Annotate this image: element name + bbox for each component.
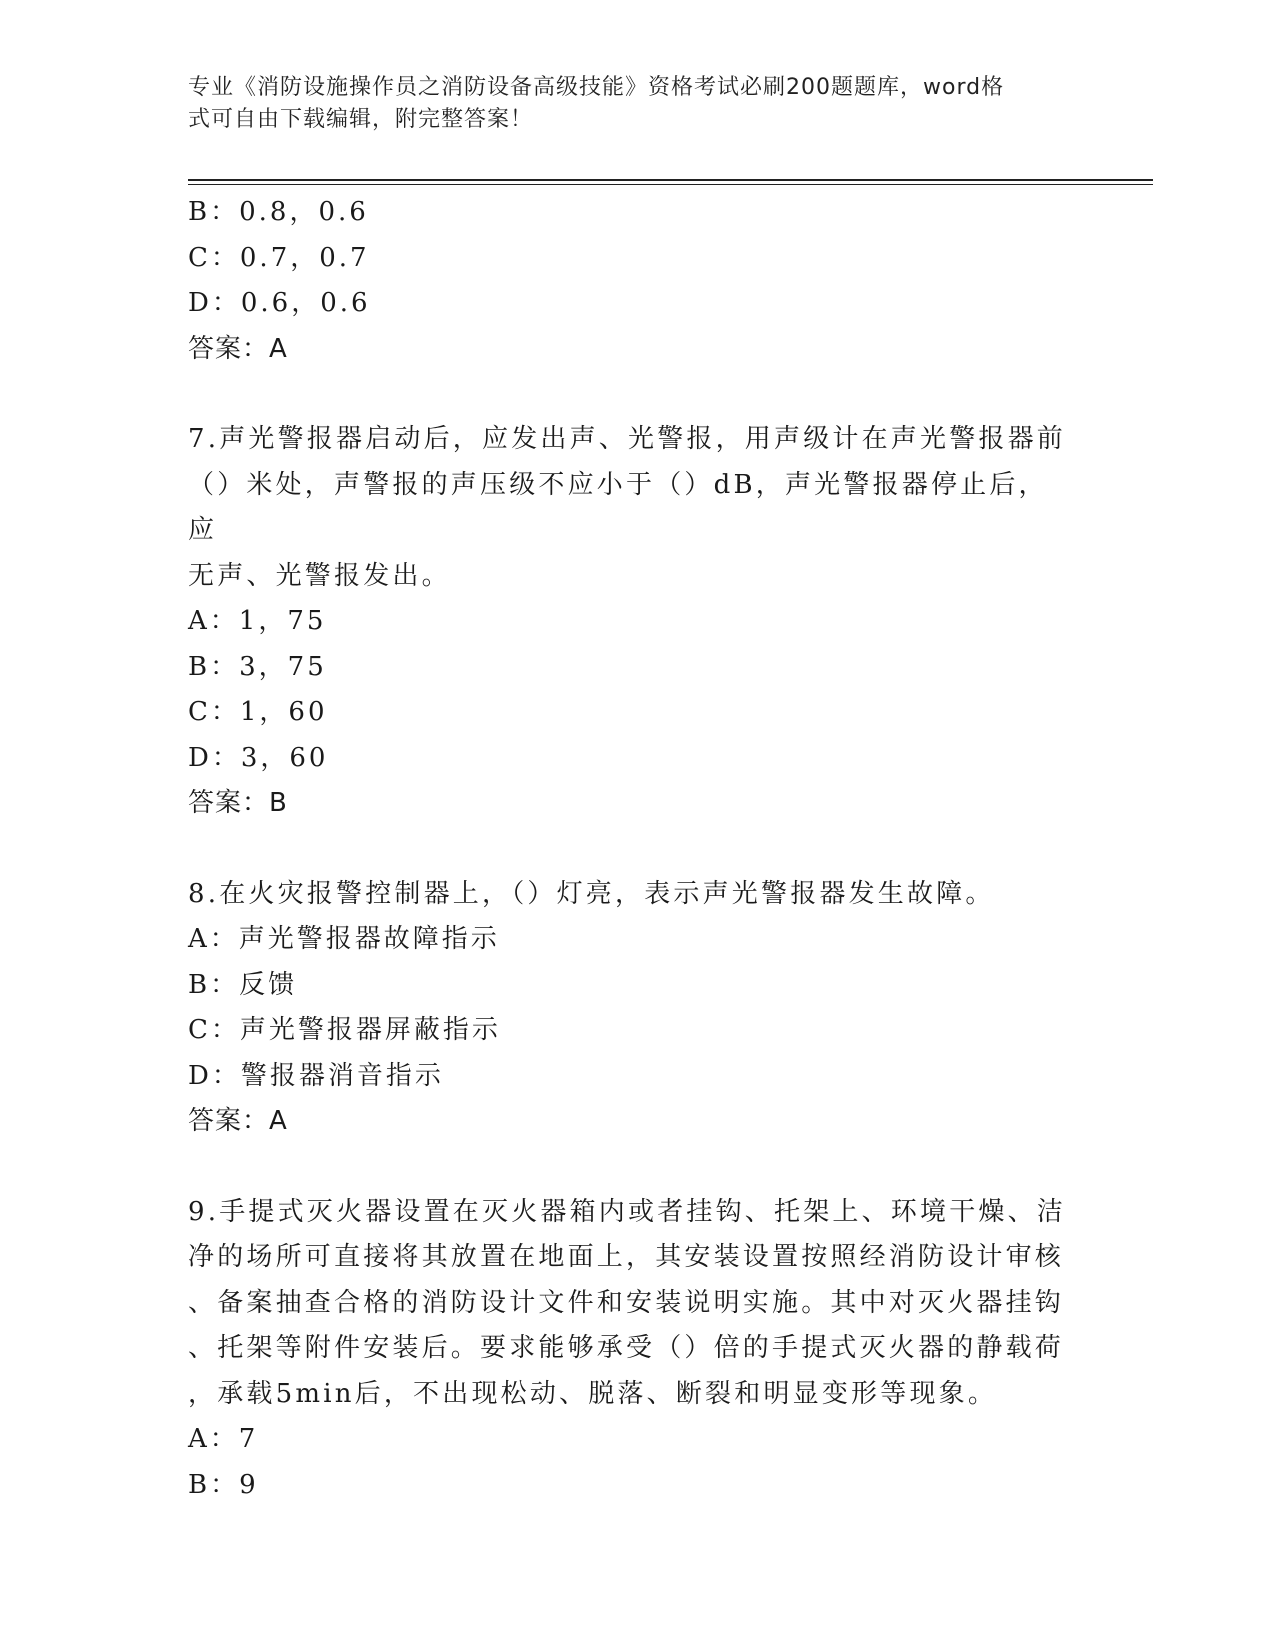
question-stem-line: 7.声光警报器启动后，应发出声、光警报，用声级计在声光警报器前 — [188, 424, 1067, 454]
option-b: B：反馈 — [188, 969, 298, 1000]
option-c: C：1，60 — [188, 697, 328, 727]
question-stem-line: 8.在火灾报警控制器上，（）灯亮，表示声光警报器发生故障。 — [188, 878, 995, 909]
question-9 — [188, 1190, 1068, 1509]
question-7 — [188, 417, 1068, 827]
question-6 — [188, 190, 1068, 372]
option-d: D：3，60 — [188, 742, 329, 773]
option-b: B：3，75 — [188, 651, 327, 682]
answer-label: 答案：A — [188, 333, 288, 364]
question-stem-line: 无声、光警报发出。 — [188, 560, 451, 591]
question-list — [188, 190, 1068, 1508]
option-a: A：声光警报器故障指示 — [188, 924, 500, 954]
option-a: A：1，75 — [188, 606, 327, 636]
header-line-1: 专业《消防设施操作员之消防设备高级技能》资格考试必刷200题题库，word格 — [188, 75, 1005, 100]
question-stem-line: 、托架等附件安装后。要求能够承受（）倍的手提式灭火器的静载荷 — [188, 1333, 1065, 1363]
option-c: C：声光警报器屏蔽指示 — [188, 1015, 501, 1045]
option-d: D：0.6，0.6 — [188, 288, 371, 318]
header-divider-thin — [188, 184, 1153, 185]
header-line-2: 式可自由下载编辑，附完整答案！ — [188, 107, 534, 132]
option-d: D：警报器消音指示 — [188, 1060, 444, 1091]
question-stem-line: ，承载5min后，不出现松动、脱落、断裂和明显变形等现象。 — [188, 1378, 998, 1409]
option-b: B：9 — [188, 1469, 259, 1500]
option-c: C：0.7，0.7 — [188, 242, 370, 273]
document-header — [188, 72, 1068, 136]
question-8 — [188, 872, 1068, 1145]
answer-label: 答案：B — [188, 788, 288, 818]
spacer — [188, 1145, 1068, 1190]
header-divider-thick — [188, 179, 1153, 181]
question-stem-line: 净的场所可直接将其放置在地面上，其安装设置按照经消防设计审核 — [188, 1242, 1065, 1272]
spacer — [188, 372, 1068, 417]
option-a: A：7 — [188, 1424, 259, 1454]
spacer — [188, 827, 1068, 872]
question-stem-line: 、备案抽查合格的消防设计文件和安装说明实施。其中对灭火器挂钩 — [188, 1287, 1065, 1318]
question-stem-line: （）米处，声警报的声压级不应小于（）dB，声光警报器停止后，应 — [188, 469, 1048, 545]
answer-label: 答案：A — [188, 1106, 288, 1136]
question-stem-line: 9.手提式灭火器设置在灭火器箱内或者挂钩、托架上、环境干燥、洁 — [188, 1196, 1067, 1227]
option-b: B：0.8，0.6 — [188, 197, 369, 227]
